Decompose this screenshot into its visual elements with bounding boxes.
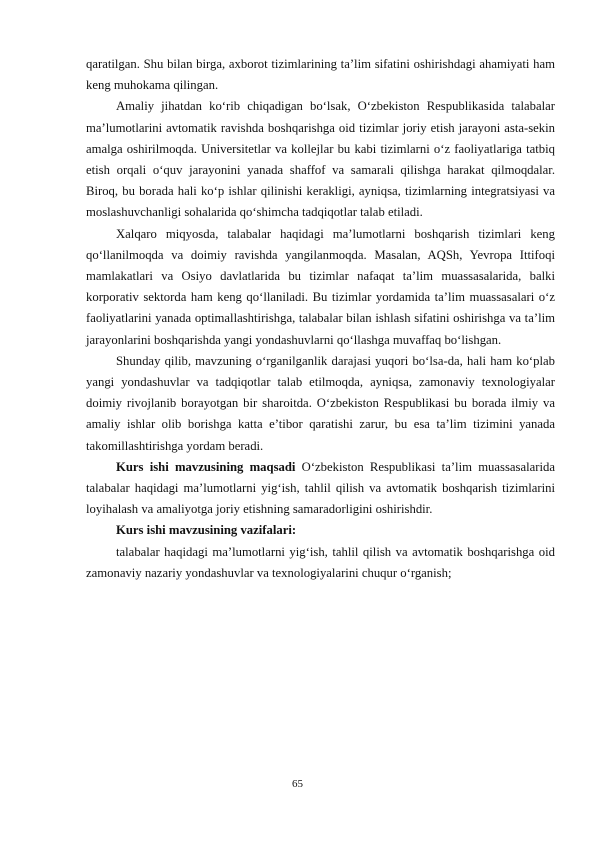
course-goal-text: O‘zbekiston Respublikasi ta’lim muassasalarida talabalar haqidagi ma’lumotlarni yig‘ish, tahlil qilish va avtomatik boshqarish tizimlarini loyihalash va amaliyotga joriy etishning samaradorligini oshirishdir. (86, 459, 555, 517)
paragraph-conclusion: Shunday qilib, mavzuning o‘rganilganlik darajasi yuqori bo‘lsa-da, hali ham ko‘plab yangi yondashuvlar va tadqiqotlar talab etilmoqda, ayniqsa, zamonaviy texnologiyalar doimiy rivojlanib borayotgan bir sharoitda. O‘zbekiston Respublikasi bu borada ilmiy va amaliy ishlar olib borishga katta e’tibor qaratishi zarur, bu esa ta’lim tizimini yanada takomillashtirishga yordam beradi. (86, 353, 555, 453)
document-page (86, 54, 555, 584)
course-goal-heading: Kurs ishi mavzusining maqsadi (116, 459, 296, 474)
paragraph-practical-aspect: Amaliy jihatdan ko‘rib chiqadigan bo‘lsak, O‘zbekiston Respublikasida talabalar ma’lumotlarini avtomatik ravishda boshqarishga oid tizimlar joriy etish jarayoni asta-sekin amalga oshirilmoqda. Universitetlar va kollejlar bu kabi tizimlarni o‘z faoliyatlariga tatbiq etish orqali o‘quv jarayonini yanada shaffof va samarali qilishga harakat qilmoqdalar. Biroq, bu borada hali ko‘p ishlar qilinishi kerakligi, ayniqsa, tizimlarning integratsiyasi va moslashuvchanligi sohalarida qo‘shimcha tadqiqotlar talab etiladi. (86, 99, 555, 220)
paragraph-course-tasks-heading (86, 520, 555, 541)
paragraph-task-item: talabalar haqidagi ma’lumotlarni yig‘ish, tahlil qilish va avtomatik boshqarishga oid zamonaviy nazariy yondashuvlar va texnologiyalarini chuqur o‘rganish; (86, 544, 555, 580)
paragraph-continuation: qaratilgan. Shu bilan birga, axborot tizimlarining ta’lim sifatini oshirishdagi ahamiyati ham keng muhokama qilingan. (86, 57, 555, 93)
page-number: 65 (292, 778, 303, 790)
course-tasks-heading: Kurs ishi mavzusining vazifalari: (116, 523, 297, 538)
paragraph-international-scale: Xalqaro miqyosda, talabalar haqidagi ma’lumotlarni boshqarish tizimlari keng qo‘llanilmoqda va doimiy ravishda yangilanmoqda. Masalan, AQSh, Yevropa Ittifoqi mamlakatlari va Osiyo davlatlarida bu tizimlar nafaqat ta’lim muassasalarida, balki korporativ sektorda ham keng qo‘llaniladi. Bu tizimlar yordamida ta’lim muassasalari o‘z faoliyatlarini yanada optimallashtirishga, talabalar bilan ishlash sifatini oshirishga va ta’lim jarayonlarini boshqarishda yangi yondashuvlarni qo‘llashga muvaffaq bo‘lishgan. (86, 226, 555, 347)
paragraph-course-goal (86, 457, 555, 521)
